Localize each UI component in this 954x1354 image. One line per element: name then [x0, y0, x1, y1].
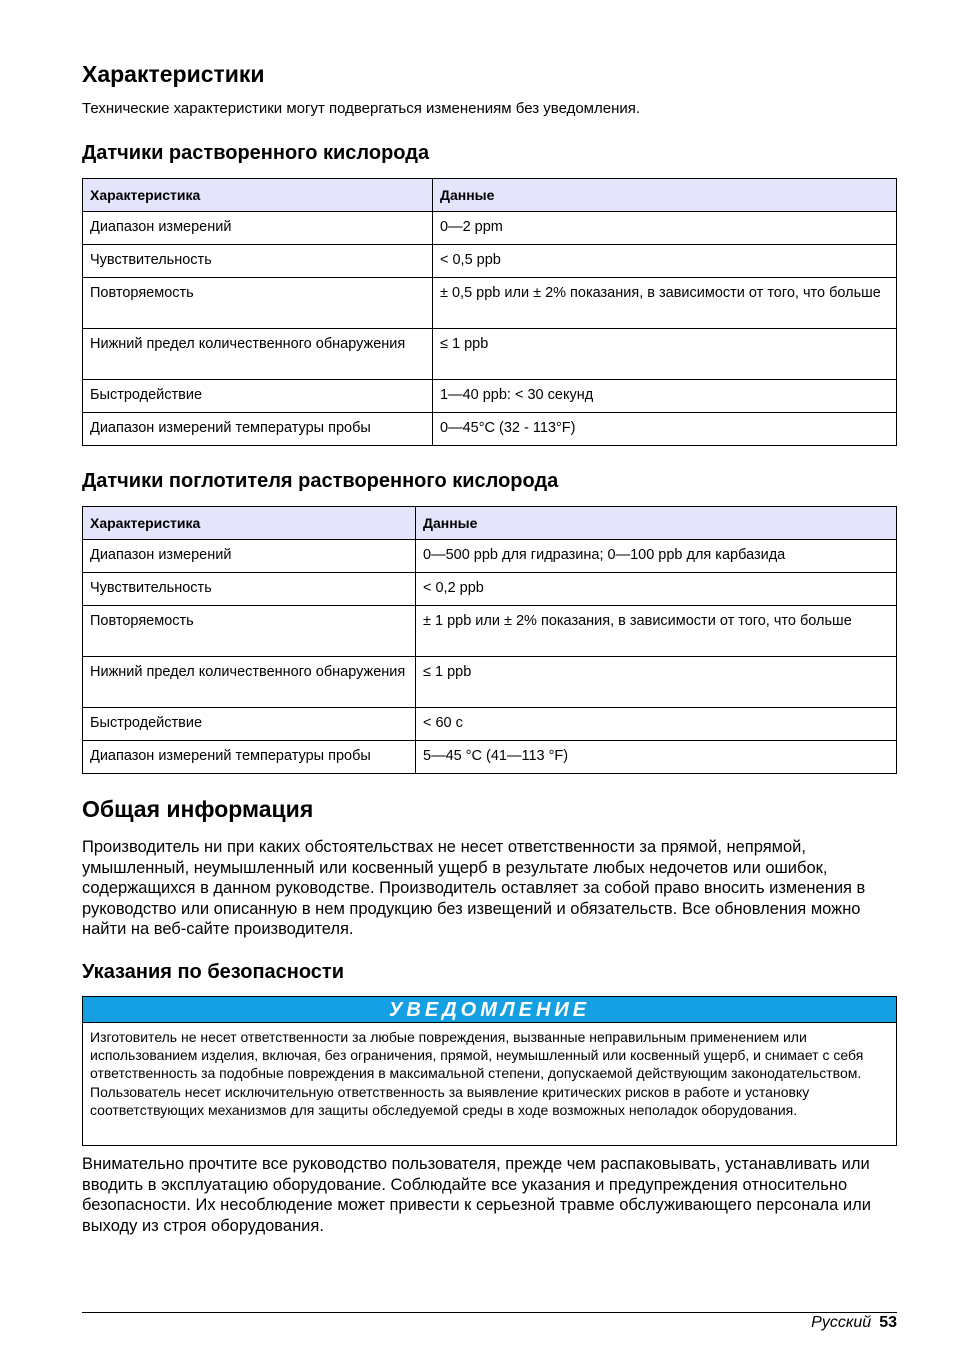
table-cell: Чувствительность	[83, 573, 416, 606]
table-row	[83, 708, 897, 741]
table-header-row	[83, 179, 897, 212]
table-row	[83, 741, 897, 774]
table-row	[83, 657, 897, 708]
table-cell: Повторяемость	[83, 606, 416, 657]
column-header-data: Данные	[433, 179, 897, 212]
notice-text: Изготовитель не несет ответственности за любые повреждения, вызванные неправильным применением или использованием изделия, включая, без ограничения, прямой, неумышленный или косвенный ущерб, и снимает с себя ответственность за подобные повреждения в максимальной степени, допускаемой действующим законодательством. Пользователь несет исключительную ответственность за выявление критических рисков в работе и установку соответствующих механизмов для защиты обследуемой среды в ходе возможных неполадок оборудования.	[90, 1029, 864, 1118]
table-row	[83, 413, 897, 446]
table-cell: Нижний предел количественного обнаружения	[83, 657, 416, 708]
safety-title: Указания по безопасности	[82, 961, 345, 983]
footer-language: Русский	[811, 1314, 872, 1331]
page-number: 53	[879, 1314, 897, 1331]
table-cell: Диапазон измерений	[83, 540, 416, 573]
table-cell: Чувствительность	[83, 245, 433, 278]
table-cell: ± 1 ppb или ± 2% показания, в зависимости от того, что больше	[416, 606, 897, 657]
table-row	[83, 278, 897, 329]
specs-intro: Технические характеристики могут подвергаться изменениям без уведомления.	[82, 100, 641, 117]
column-header-characteristic: Характеристика	[83, 179, 433, 212]
do-sensor-spec-table	[82, 178, 897, 446]
do-scavenger-spec-table	[82, 506, 897, 774]
column-header-characteristic: Характеристика	[83, 507, 416, 540]
footer-divider	[82, 1312, 897, 1313]
table-cell: < 60 с	[416, 708, 897, 741]
table-row	[83, 606, 897, 657]
table-cell: Быстродействие	[83, 708, 416, 741]
table-cell: Быстродействие	[83, 380, 433, 413]
table2-title: Датчики поглотителя растворенного кислорода	[82, 470, 559, 492]
table-header-row	[83, 507, 897, 540]
table-cell: ≤ 1 ppb	[416, 657, 897, 708]
table-row	[83, 540, 897, 573]
table-cell: < 0,2 ppb	[416, 573, 897, 606]
table-row	[83, 573, 897, 606]
table-cell: Диапазон измерений	[83, 212, 433, 245]
specs-title: Характеристики	[82, 61, 265, 87]
table-cell: 0—500 ppb для гидразина; 0—100 ppb для карбазида	[416, 540, 897, 573]
table-cell: Диапазон измерений температуры пробы	[83, 741, 416, 774]
table-cell: Повторяемость	[83, 278, 433, 329]
table1-title: Датчики растворенного кислорода	[82, 142, 430, 164]
safety-text: Внимательно прочтите все руководство пользователя, прежде чем распаковывать, устанавливать или вводить в эксплуатацию оборудование. Соблюдайте все указания и предупреждения относительно безопасности. Их несоблюдение может привести к серьезной травме обслуживающего персонала или выходу из строя оборудования.	[82, 1155, 871, 1235]
table-cell: < 0,5 ppb	[433, 245, 897, 278]
page-footer	[811, 1313, 897, 1333]
table-row	[83, 329, 897, 380]
table-cell: 1—40 ppb: < 30 секунд	[433, 380, 897, 413]
table-row	[83, 212, 897, 245]
table-cell: 5—45 °C (41—113 °F)	[416, 741, 897, 774]
table-row	[83, 380, 897, 413]
general-info-title: Общая информация	[82, 796, 314, 822]
column-header-data: Данные	[416, 507, 897, 540]
table-cell: Диапазон измерений температуры пробы	[83, 413, 433, 446]
notice-heading: УВЕДОМЛЕНИЕ	[83, 997, 896, 1023]
table-cell: ≤ 1 ppb	[433, 329, 897, 380]
notice-box	[82, 996, 897, 1146]
table-cell: ± 0,5 ppb или ± 2% показания, в зависимости от того, что больше	[433, 278, 897, 329]
table-row	[83, 245, 897, 278]
general-info-text: Производитель ни при каких обстоятельствах не несет ответственности за прямой, непрямой, умышленный, неумышленный или косвенный ущерб в результате любых недочетов или ошибок, содержащихся в данном руководстве. Производитель оставляет за собой право вносить изменения в руководство или описанную в нем продукцию без извещений и обязательств. Все обновления можно найти на веб-сайте производителя.	[82, 838, 866, 938]
table-cell: 0—45°C (32 - 113°F)	[433, 413, 897, 446]
table-cell: 0—2 ppm	[433, 212, 897, 245]
table-cell: Нижний предел количественного обнаружения	[83, 329, 433, 380]
